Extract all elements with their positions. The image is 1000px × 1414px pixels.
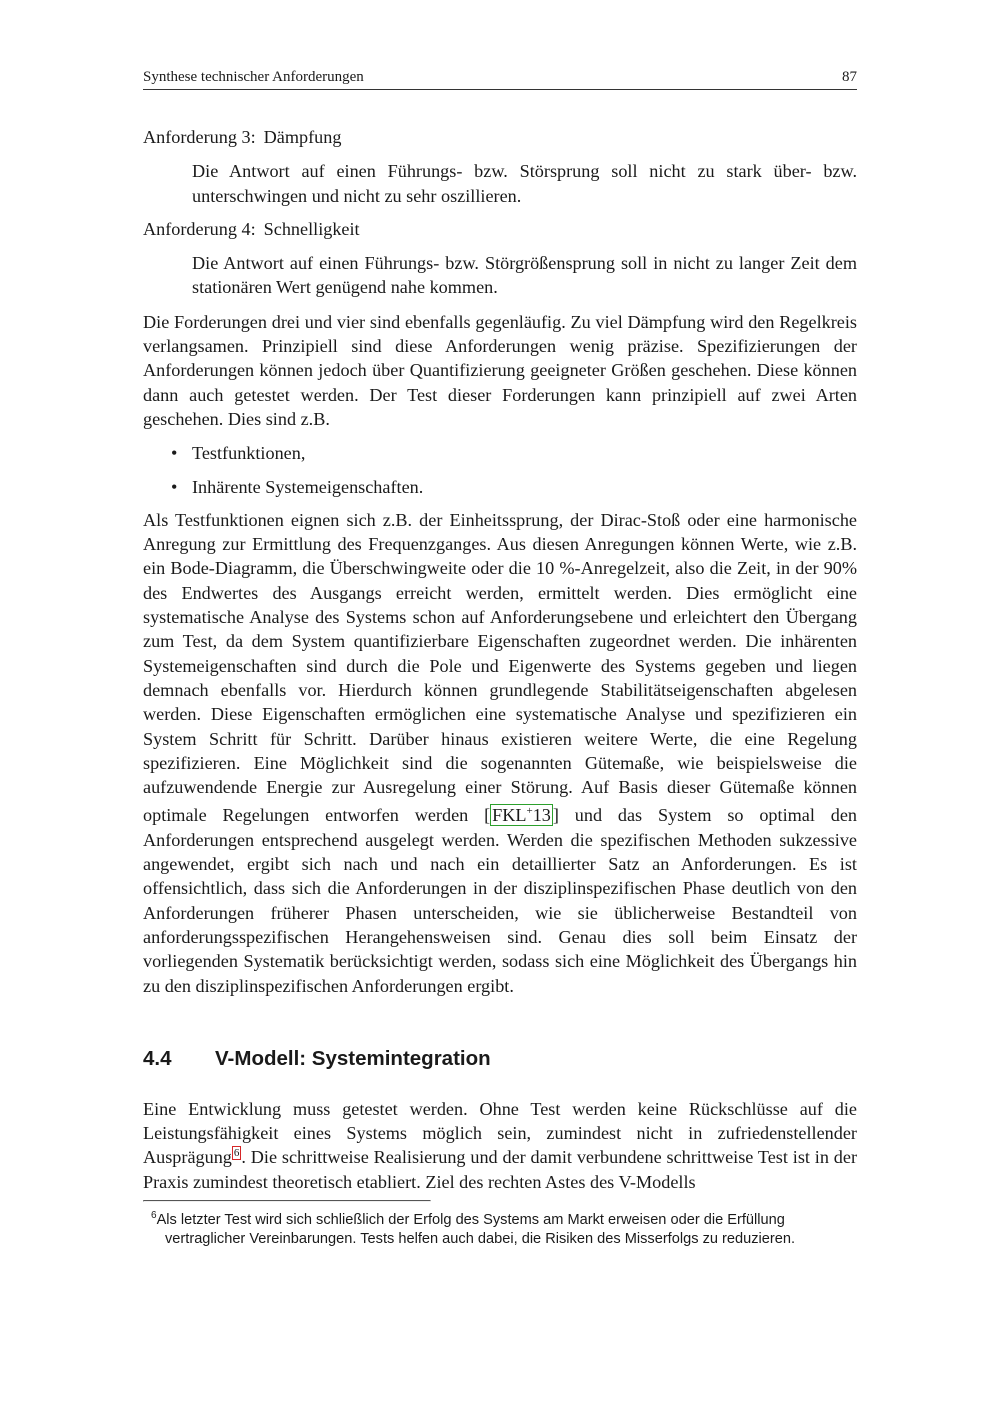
section-number: 4.4 [143,1046,172,1070]
page [143,66,857,1250]
list-item [143,475,857,499]
footnote [143,1206,857,1250]
section-heading [143,1047,857,1071]
bullet-icon: • [171,443,178,464]
paragraph-forderungen: Die Forderungen drei und vier sind ebenfalls gegenläufig. Zu viel Dämpfung wird den Regelkreis verlangsamen. Prinzipiell sind diese Anforderungen wenig präzise. Spezifizierungen der Anforderungen können jedoch über Quantifizierung geeigneter Größen geschehen. Diese können dann auch getestet werden. Der Test dieser Forderungen kann prinzipiell auf zwei Arten geschehen. Dies sind z.B. [143,311,857,429]
paragraph-text-end: . Die schrittweise Realisierung und der damit verbundene schrittweise Test ist in der Praxis zumindest theoretisch etabliert. Ziel des rechten Astes des V-Modells [143,1147,857,1192]
paragraph-text-start: Als Testfunktionen eignen sich z.B. der Einheitssprung, der Dirac-Stoß oder eine harmonische Anregung zur Ermittlung des Frequenzganges. Aus diesen Anregungen können Werte, wie z.B. ein Bode-Diagramm, die Überschwingweite oder die 10 %-Anregelzeit, also die Zeit, in der 90% des Endwertes des Ausgangs erreicht werden, ermittelt werden. Dies ermöglicht eine systematische Analyse des Systems schon auf Anforderungsebene und erleichtert den Übergang zum Test, da dem System quantifizierbare Eigenschaften zugeordnet werden. Die inhärenten Systemeigenschaften sind durch die Pole und Eigenwerte des Systems gegeben und liegen demnach ebenfalls vor. Hierdurch können grundlegende Stabilitätseigenschaften abgelesen werden. Diese Eigenschaften ermöglichen eine systematische Analyse und spezifizieren ein System Schritt für Schritt. Darüber hinaus existieren weitere Werte, die eine Regelung spezifizieren. Eine Möglichkeit sind die sogenannten Gütemaße, wie beispielsweise die aufzuwendende Energie zur Ausregelung einer Störung. Auf Basis dieser Gütemaße können optimale Regelungen entworfen werden [143,509,857,826]
requirement-3-label: Anforderung 3: [143,127,256,147]
paragraph-entwicklung [143,1097,857,1194]
section-title: V-Modell: Systemintegration [215,1046,491,1070]
paragraph-testfunktionen: Als Testfunktionen eignen sich z.B. der Einheitssprung, der Dirac-Stoß oder eine harmonische Anregung zur Ermittlung des Frequenzganges. Aus diesen Anregungen können Werte, wie z.B. ein Bode-Diagramm, die Überschwingweite oder die 10 %-Anregelzeit, also die Zeit, in der 90% des Endwertes des Ausgangs erreicht werden, ermittelt werden. Dies ermöglicht eine systematische Analyse des Systems schon auf Anforderungsebene und erleichtert den Übergang zum Test, da dem System quantifizierbare Eigenschaften zugeordnet werden. Die inhärenten Systemeigenschaften sind durch die Pole und Eigenwerte des Systems gegeben und liegen demnach ebenfalls vor. Hierdurch können grundlegende Stabilitätseigenschaften abgelesen werden. Diese Eigenschaften ermöglichen eine systematische Analyse und spezifizieren ein System Schritt für Schritt. Darüber hinaus existieren weitere Werte, die eine Regelung spezifizieren. Eine Möglichkeit sind die sogenannten Gütemaße, wie beispielsweise die aufzuwendende Energie zur Ausregelung einer Störung. Auf Basis dieser Gütemaße können optimale Regelungen entworfen werden [ FKL+13 ] und das System so optimal den Anforderungen entsprechend ausgelegt werden. Werden die spezifischen Methoden sukzessive angewendet, ergibt sich nach und nach ein detaillierter Satz an Anforderungen. Es ist offensichtlich, dass sich die Anforderungen in der disziplinspezifischen Phase deutlich von den Anforderungen früherer Phasen unterscheiden, wie sie üblicherweise Bestandteil von anforderungsspezifischen Herangehensweisen sind. Genau dies soll beim Einsatz der vorliegenden Systematik berücksichtigt werden, sodass sich eine Möglichkeit des Übergangs hin zu den disziplinspezifischen Anforderungen ergibt. [143,509,857,996]
requirement-4-name: Schnelligkeit [263,218,360,239]
requirement-3-title [143,125,857,149]
paragraph-text-start: Eine Entwicklung muss getestet werden. Ohne Test werden keine Rückschlüsse auf die Leistungsfähigkeit eines Systems möglich sein, zumindest nicht in zufriedenstellender Ausprägung [143,1098,857,1168]
citation-sup: + [526,805,533,818]
list-item-text: Testfunktionen, [192,443,306,464]
bullet-icon: • [171,476,178,497]
requirement-3-name: Dämpfung [263,127,342,147]
citation-year: 13 [532,805,551,826]
footnote-marker-link[interactable]: 6 [233,1147,240,1160]
requirement-4-title [143,217,857,241]
footnote-number: 6 [151,1210,157,1222]
requirement-3-description: Die Antwort auf einen Führungs- bzw. Störsprung soll nicht zu stark über- bzw. unterschwingen und nicht zu sehr oszillieren. [192,161,857,206]
requirement-4-description: Die Antwort auf einen Führungs- bzw. Störgrößensprung soll in nicht zu langer Zeit dem stationären Wert genügend nahe kommen. [192,253,857,298]
list-item-text: Inhärente Systemeigenschaften. [192,476,424,497]
header-title: Synthese technischer Anforderungen [143,69,364,85]
citation-key: FKL [492,805,527,826]
bullet-list [143,441,857,499]
paragraph-text-end: und das System so optimal den Anforderungen entsprechend ausgelegt werden. Werden die spezifischen Methoden sukzessive angewendet, ergibt sich nach und nach ein detaillierter Satz an Anforderungen. Es ist offensichtlich, dass sich die Anforderungen in der disziplinspezifischen Phase deutlich von den Anforderungen früherer Phasen unterscheiden, wie sie üblicherweise Bestandteil von anforderungsspezifischen Herangehensweisen sind. Genau dies soll beim Einsatz der vorliegenden Systematik berücksichtigt werden, sodass sich eine Möglichkeit des Übergangs hin zu den disziplinspezifischen Anforderungen ergibt. [143,805,857,996]
requirement-4-label: Anforderung 4: [143,218,256,239]
footnote-text: Als letzter Test wird sich schließlich der Erfolg des Systems am Markt erweisen oder die Erfüllung vertraglicher Vereinbarungen. Tests helfen auch dabei, die Risiken des Misserfolgs zu reduzieren. [156,1211,796,1248]
running-header [143,66,857,90]
list-item [143,441,857,465]
page-number: 87 [842,69,857,85]
citation-link[interactable] [490,804,553,826]
